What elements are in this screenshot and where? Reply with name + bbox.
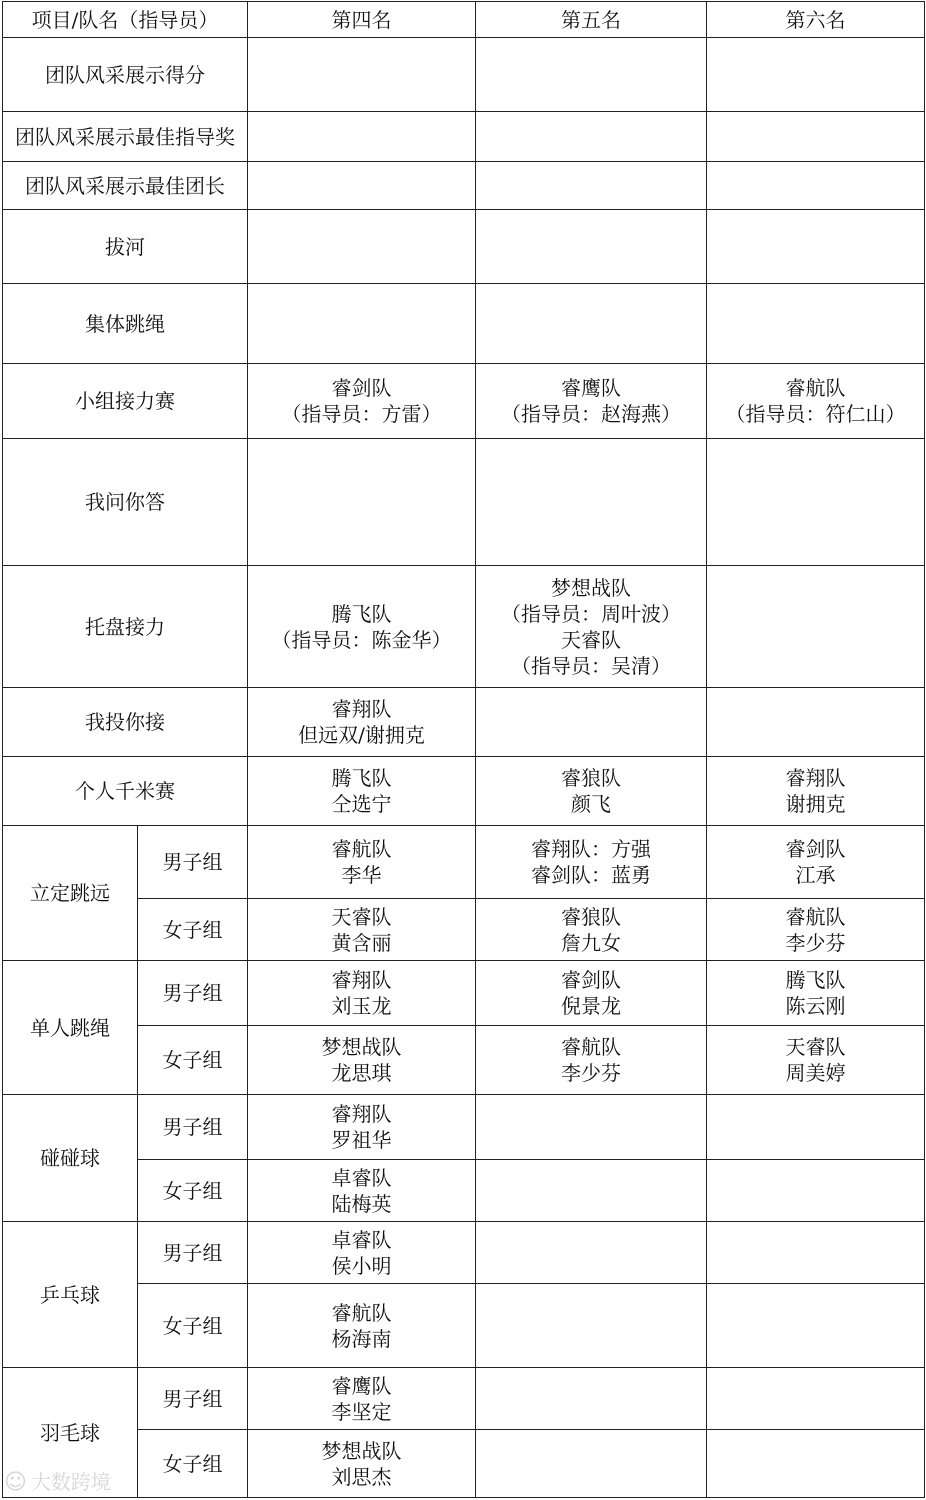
watermark xyxy=(4,1466,111,1495)
sixth-cell xyxy=(707,1368,925,1430)
fifth-cell xyxy=(476,210,707,284)
sixth-cell xyxy=(707,210,925,284)
player-name: 李少芬 xyxy=(785,930,846,955)
sixth-cell xyxy=(707,112,925,162)
team-name: 睿剑队 xyxy=(785,837,846,861)
table-row xyxy=(3,757,925,826)
fifth-cell xyxy=(476,1368,707,1430)
fourth-cell xyxy=(248,1026,476,1095)
sixth-cell xyxy=(707,899,925,961)
fourth-cell xyxy=(248,826,476,899)
instructor-name: （指导员：吴清） xyxy=(511,653,671,678)
group-label: 女子组 xyxy=(138,899,248,961)
fourth-cell xyxy=(248,210,476,284)
fifth-cell xyxy=(476,1095,707,1160)
event-label: 集体跳绳 xyxy=(3,284,248,364)
team-name: 睿鹰队 xyxy=(331,1373,392,1398)
event-label: 团队风采展示最佳指导奖 xyxy=(3,112,248,162)
table-row xyxy=(3,439,925,566)
event-label: 单人跳绳 xyxy=(3,961,138,1095)
table-row xyxy=(3,364,925,439)
fourth-cell xyxy=(248,162,476,210)
team-name: 睿狼队 xyxy=(561,766,621,790)
group-label: 女子组 xyxy=(138,1284,248,1368)
player-name: 罗祖华 xyxy=(331,1128,392,1152)
player-name: 黄含丽 xyxy=(331,930,392,955)
sixth-cell xyxy=(707,566,925,688)
fifth-cell xyxy=(476,826,707,899)
table-row xyxy=(3,1026,925,1095)
fifth-cell xyxy=(476,38,707,112)
fourth-cell xyxy=(248,1368,476,1430)
fifth-cell xyxy=(476,364,707,439)
event-label: 乒乓球 xyxy=(3,1222,138,1368)
instructor-name: （指导员：符仁山） xyxy=(725,402,906,426)
fifth-cell xyxy=(476,1160,707,1222)
table-row xyxy=(3,1160,925,1222)
fourth-cell xyxy=(248,364,476,439)
event-label: 拔河 xyxy=(3,210,248,284)
sixth-cell xyxy=(707,162,925,210)
fifth-cell xyxy=(476,961,707,1026)
sixth-cell xyxy=(707,38,925,112)
team-name: 卓睿队 xyxy=(331,1165,392,1190)
sixth-cell xyxy=(707,1430,925,1498)
fourth-cell xyxy=(248,439,476,566)
sixth-cell xyxy=(707,1284,925,1368)
table-row xyxy=(3,162,925,210)
header-sixth-place: 第六名 xyxy=(707,2,925,38)
chat-bubble-icon: ☺ xyxy=(4,1470,27,1495)
sixth-cell xyxy=(707,688,925,757)
team-name: 睿狼队 xyxy=(561,904,621,929)
sixth-cell xyxy=(707,1095,925,1160)
event-label: 碰碰球 xyxy=(3,1095,138,1222)
team-player: 睿剑队：蓝勇 xyxy=(531,863,651,887)
fifth-cell xyxy=(476,1430,707,1498)
instructor-name: （指导员：赵海燕） xyxy=(501,402,681,426)
table-row xyxy=(3,1430,925,1498)
event-label: 我投你接 xyxy=(3,688,248,757)
team-name: 腾飞队 xyxy=(331,766,392,790)
team-name: 天睿队 xyxy=(561,627,621,652)
player-name: 谢拥克 xyxy=(785,792,846,816)
results-table xyxy=(2,1,925,1498)
fourth-cell xyxy=(248,1430,476,1498)
sixth-cell xyxy=(707,1222,925,1284)
team-name: 天睿队 xyxy=(785,1035,846,1059)
group-label: 男子组 xyxy=(138,1095,248,1160)
event-label: 羽毛球 xyxy=(3,1368,138,1498)
team-name: 腾飞队 xyxy=(331,601,392,626)
sixth-cell xyxy=(707,757,925,826)
team-name: 睿翔队 xyxy=(331,968,392,992)
fourth-cell xyxy=(248,961,476,1026)
table-row xyxy=(3,1222,925,1284)
player-name: 陈云刚 xyxy=(785,994,846,1018)
table-row xyxy=(3,688,925,757)
instructor-name: （指导员：周叶波） xyxy=(501,601,681,626)
group-label: 男子组 xyxy=(138,961,248,1026)
team-name: 睿翔队 xyxy=(331,697,392,721)
event-label: 团队风采展示得分 xyxy=(3,38,248,112)
player-name: 李华 xyxy=(341,863,382,887)
group-label: 男子组 xyxy=(138,826,248,899)
header-fifth-place: 第五名 xyxy=(476,2,707,38)
player-name: 但远双/谢拥克 xyxy=(298,723,425,747)
event-label: 小组接力赛 xyxy=(3,364,248,439)
player-name: 李少芬 xyxy=(561,1061,621,1085)
instructor-name: （指导员：方雷） xyxy=(281,402,442,426)
team-name: 卓睿队 xyxy=(331,1227,392,1252)
event-label: 立定跳远 xyxy=(3,826,138,961)
header-row xyxy=(3,2,925,38)
player-name: 刘思杰 xyxy=(331,1464,392,1489)
fifth-cell xyxy=(476,1026,707,1095)
sixth-cell xyxy=(707,284,925,364)
event-label: 托盘接力 xyxy=(3,566,248,688)
fifth-cell xyxy=(476,284,707,364)
table-row xyxy=(3,899,925,961)
team-name: 睿航队 xyxy=(331,837,392,861)
table-row xyxy=(3,1095,925,1160)
fifth-cell xyxy=(476,688,707,757)
fifth-cell xyxy=(476,566,707,688)
sixth-cell xyxy=(707,826,925,899)
fourth-cell xyxy=(248,899,476,961)
fourth-cell xyxy=(248,38,476,112)
fourth-cell xyxy=(248,688,476,757)
group-label: 女子组 xyxy=(138,1160,248,1222)
header-fourth-place: 第四名 xyxy=(248,2,476,38)
team-name: 梦想战队 xyxy=(321,1438,402,1463)
event-label: 我问你答 xyxy=(3,439,248,566)
fourth-cell xyxy=(248,566,476,688)
team-player: 睿翔队：方强 xyxy=(531,837,651,861)
fifth-cell xyxy=(476,439,707,566)
sixth-cell xyxy=(707,1026,925,1095)
team-name: 天睿队 xyxy=(331,904,392,929)
table-row xyxy=(3,284,925,364)
team-name: 腾飞队 xyxy=(785,968,846,992)
instructor-name: （指导员：陈金华） xyxy=(271,627,452,652)
player-name: 詹九女 xyxy=(561,930,621,955)
fourth-cell xyxy=(248,1222,476,1284)
fifth-cell xyxy=(476,899,707,961)
player-name: 李坚定 xyxy=(331,1399,392,1424)
fourth-cell xyxy=(248,112,476,162)
table-row xyxy=(3,38,925,112)
fifth-cell xyxy=(476,1222,707,1284)
player-name: 侯小明 xyxy=(331,1253,392,1278)
sixth-cell xyxy=(707,1160,925,1222)
player-name: 倪景龙 xyxy=(561,994,621,1018)
header-project-team: 项目/队名（指导员） xyxy=(3,2,248,38)
team-name: 睿剑队 xyxy=(561,968,621,992)
event-label: 个人千米赛 xyxy=(3,757,248,826)
team-name: 睿航队 xyxy=(331,1300,392,1325)
table-row xyxy=(3,826,925,899)
group-label: 男子组 xyxy=(138,1368,248,1430)
table-row xyxy=(3,210,925,284)
team-name: 睿航队 xyxy=(785,904,846,929)
watermark-text: 大数跨境 xyxy=(30,1470,111,1494)
team-name: 睿剑队 xyxy=(331,376,392,400)
fourth-cell xyxy=(248,1284,476,1368)
player-name: 刘玉龙 xyxy=(331,994,392,1018)
table-row xyxy=(3,1368,925,1430)
event-label: 团队风采展示最佳团长 xyxy=(3,162,248,210)
fifth-cell xyxy=(476,1284,707,1368)
fourth-cell xyxy=(248,1095,476,1160)
player-name: 周美婷 xyxy=(785,1061,846,1085)
group-label: 女子组 xyxy=(138,1430,248,1498)
team-name: 睿翔队 xyxy=(331,1102,392,1126)
fifth-cell xyxy=(476,757,707,826)
player-name: 颜飞 xyxy=(571,792,611,816)
table-row xyxy=(3,566,925,688)
sixth-cell xyxy=(707,961,925,1026)
player-name: 仝选宁 xyxy=(331,792,392,816)
table-row xyxy=(3,1284,925,1368)
team-name: 睿翔队 xyxy=(785,766,846,790)
team-name: 睿航队 xyxy=(785,376,846,400)
team-name: 梦想战队 xyxy=(321,1035,402,1059)
team-name: 睿鹰队 xyxy=(561,376,621,400)
player-name: 龙思琪 xyxy=(331,1061,392,1085)
fourth-cell xyxy=(248,757,476,826)
player-name: 杨海南 xyxy=(331,1326,392,1351)
table-row xyxy=(3,112,925,162)
table-row xyxy=(3,961,925,1026)
player-name: 陆梅英 xyxy=(331,1191,392,1216)
group-label: 女子组 xyxy=(138,1026,248,1095)
fourth-cell xyxy=(248,1160,476,1222)
group-label: 男子组 xyxy=(138,1222,248,1284)
team-name: 睿航队 xyxy=(561,1035,621,1059)
sixth-cell xyxy=(707,364,925,439)
fifth-cell xyxy=(476,112,707,162)
team-name: 梦想战队 xyxy=(551,575,631,600)
sixth-cell xyxy=(707,439,925,566)
fourth-cell xyxy=(248,284,476,364)
player-name: 江承 xyxy=(795,863,836,887)
fifth-cell xyxy=(476,162,707,210)
